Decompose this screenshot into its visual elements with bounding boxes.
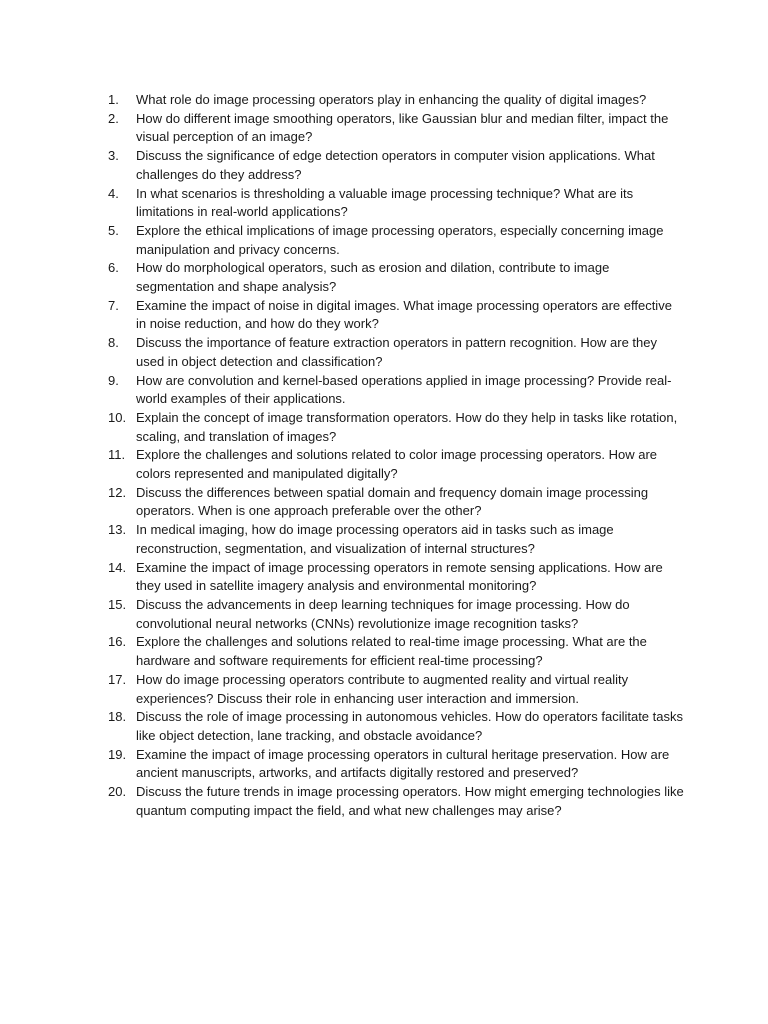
question-item xyxy=(108,633,684,670)
question-text: Explore the challenges and solutions related to real-time image processing. What are the hardware and software requirements for efficient real-time processing? xyxy=(136,634,647,669)
question-item xyxy=(108,596,684,633)
question-text: Explain the concept of image transformation operators. How do they help in tasks like rotation, scaling, and translation of images? xyxy=(136,409,678,444)
question-number: 5. xyxy=(108,222,119,238)
question-number: 12. xyxy=(108,484,127,500)
question-item xyxy=(108,746,684,783)
question-number: 4. xyxy=(108,185,119,201)
question-number: 20. xyxy=(108,784,127,800)
question-text: Discuss the significance of edge detection operators in computer vision applications. What challenges do they address? xyxy=(136,148,655,182)
question-text: How are convolution and kernel-based operations applied in image processing? Provide real-world examples of their applications. xyxy=(136,372,672,407)
question-number: 18. xyxy=(108,709,127,725)
question-number: 7. xyxy=(108,297,119,313)
question-number: 11. xyxy=(108,447,126,463)
question-item xyxy=(108,91,684,110)
question-item xyxy=(108,559,684,596)
question-text: How do morphological operators, such as erosion and dilation, contribute to image segmentation and shape analysis? xyxy=(136,260,610,295)
question-text: Discuss the differences between spatial domain and frequency domain image processing operators. When is one approach preferable over the other? xyxy=(136,484,649,519)
question-text: Discuss the advancements in deep learning techniques for image processing. How do convolutional neural networks (CNNs) revolutionize image recognition tasks? xyxy=(136,596,630,631)
question-number: 9. xyxy=(108,372,119,388)
question-item xyxy=(108,409,684,446)
question-list xyxy=(108,91,684,820)
question-number: 6. xyxy=(108,260,119,276)
question-item xyxy=(108,671,684,708)
question-item xyxy=(108,783,684,820)
question-item xyxy=(108,334,684,371)
question-number: 1. xyxy=(108,92,119,107)
question-item xyxy=(108,259,684,296)
question-number: 15. xyxy=(108,596,127,612)
question-item xyxy=(108,297,684,334)
question-text: In what scenarios is thresholding a valuable image processing technique? What are its limitations in real-world applications? xyxy=(136,185,634,220)
question-number: 14. xyxy=(108,559,127,575)
question-text: What role do image processing operators play in enhancing the quality of digital images? xyxy=(136,92,647,107)
question-number: 3. xyxy=(108,148,119,164)
question-item xyxy=(108,372,684,409)
question-item xyxy=(108,484,684,521)
question-number: 17. xyxy=(108,671,127,687)
question-item xyxy=(108,708,684,745)
question-item xyxy=(108,222,684,259)
question-text: Examine the impact of image processing operators in remote sensing applications. How are they used in satellite imagery analysis and environmental monitoring? xyxy=(136,559,663,594)
question-text: Examine the impact of noise in digital images. What image processing operators are effective in noise reduction, and how do they work? xyxy=(136,297,672,332)
question-text: Discuss the role of image processing in autonomous vehicles. How do operators facilitate tasks like object detection, lane tracking, and obstacle avoidance? xyxy=(136,709,683,743)
question-item xyxy=(108,521,684,558)
question-item xyxy=(108,185,684,222)
question-text: Explore the challenges and solutions related to color image processing operators. How are colors represented and manipulated digitally? xyxy=(136,447,658,482)
question-text: Examine the impact of image processing operators in cultural heritage preservation. How are ancient manuscripts, artworks, and artifacts digitally restored and preserved? xyxy=(136,746,670,781)
question-text: Discuss the future trends in image processing operators. How might emerging technologies like quantum computing impact the field, and what new challenges may arise? xyxy=(136,784,684,818)
question-text: In medical imaging, how do image processing operators aid in tasks such as image reconstruction, segmentation, and visualization of internal structures? xyxy=(136,522,614,556)
question-number: 13. xyxy=(108,522,127,538)
question-item xyxy=(108,147,684,184)
question-item xyxy=(108,446,684,483)
question-number: 8. xyxy=(108,335,119,351)
question-text: How do different image smoothing operators, like Gaussian blur and median filter, impact the visual perception of an image? xyxy=(136,110,669,145)
question-text: Discuss the importance of feature extraction operators in pattern recognition. How are they used in object detection and classification? xyxy=(136,335,657,369)
question-number: 19. xyxy=(108,746,127,762)
question-number: 10. xyxy=(108,409,127,425)
question-number: 2. xyxy=(108,110,119,126)
question-number: 16. xyxy=(108,634,127,650)
question-text: How do image processing operators contribute to augmented reality and virtual reality experiences? Discuss their role in enhancing user interaction and immersion. xyxy=(136,671,629,706)
question-text: Explore the ethical implications of image processing operators, especially concerning image manipulation and privacy concerns. xyxy=(136,222,664,257)
question-item xyxy=(108,110,684,147)
